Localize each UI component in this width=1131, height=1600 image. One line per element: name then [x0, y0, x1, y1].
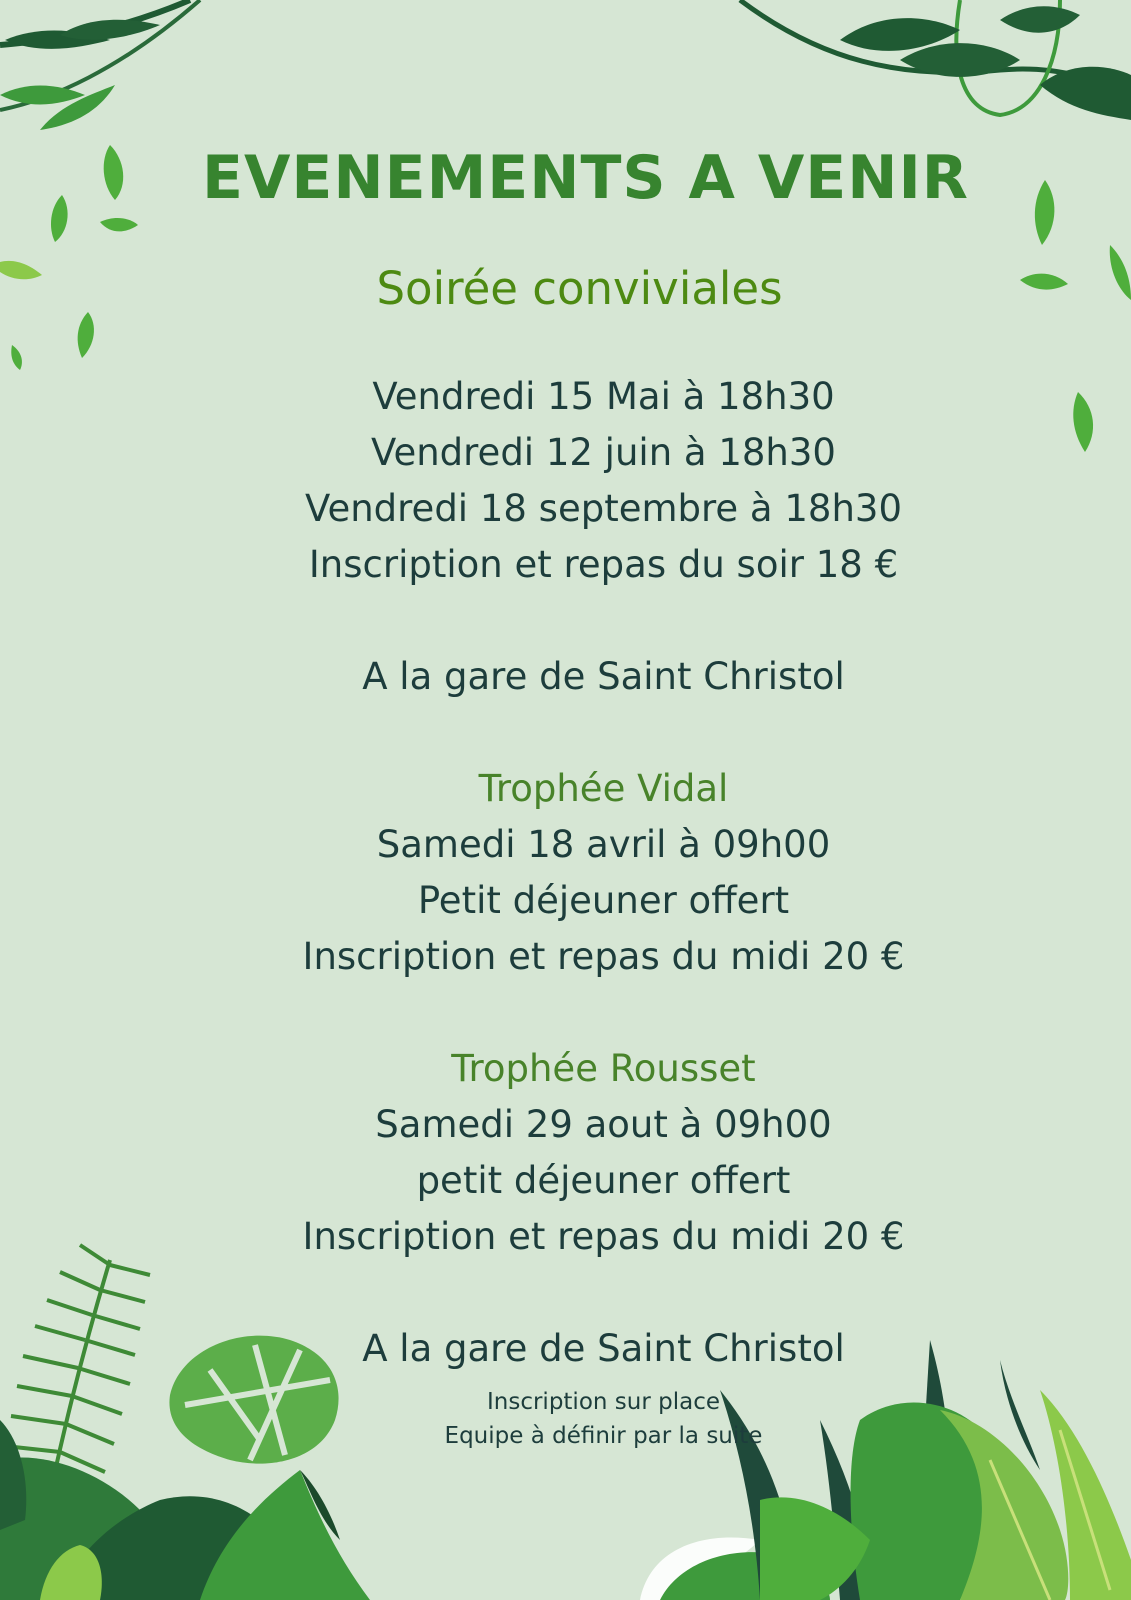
trophee-rousset-breakfast: petit déjeuner offert — [416, 1159, 791, 1202]
trophee-rousset-date: Samedi 29 aout à 09h00 — [375, 1103, 832, 1146]
soiree-date: Vendredi 12 juin à 18h30 — [371, 431, 836, 474]
trophee-vidal-date: Samedi 18 avril à 09h00 — [376, 823, 831, 866]
vine-decoration-icon — [740, 0, 1131, 120]
footer-location: A la gare de Saint Christol — [362, 1327, 845, 1370]
soiree-price: Inscription et repas du soir 18 € — [308, 543, 899, 586]
soiree-location: A la gare de Saint Christol — [362, 655, 845, 698]
footer-note: Equipe à définir par la suite — [444, 1423, 763, 1449]
soiree-date: Vendredi 18 septembre à 18h30 — [305, 487, 902, 530]
soiree-date: Vendredi 15 Mai à 18h30 — [372, 375, 835, 418]
footer-note: Inscription sur place — [486, 1389, 720, 1415]
trophee-vidal-price: Inscription et repas du midi 20 € — [302, 935, 905, 978]
trophee-vidal-heading: Trophée Vidal — [478, 767, 729, 810]
page-title: EVENEMENTS A VENIR — [201, 143, 970, 213]
trophee-rousset-heading: Trophée Rousset — [451, 1047, 756, 1090]
vine-decoration-icon — [0, 0, 200, 130]
tropical-plant-icon — [640, 1340, 1131, 1600]
trophee-rousset-price: Inscription et repas du midi 20 € — [302, 1215, 905, 1258]
trophee-vidal-breakfast: Petit déjeuner offert — [417, 879, 790, 922]
section-subtitle: Soirée conviviales — [376, 262, 783, 315]
